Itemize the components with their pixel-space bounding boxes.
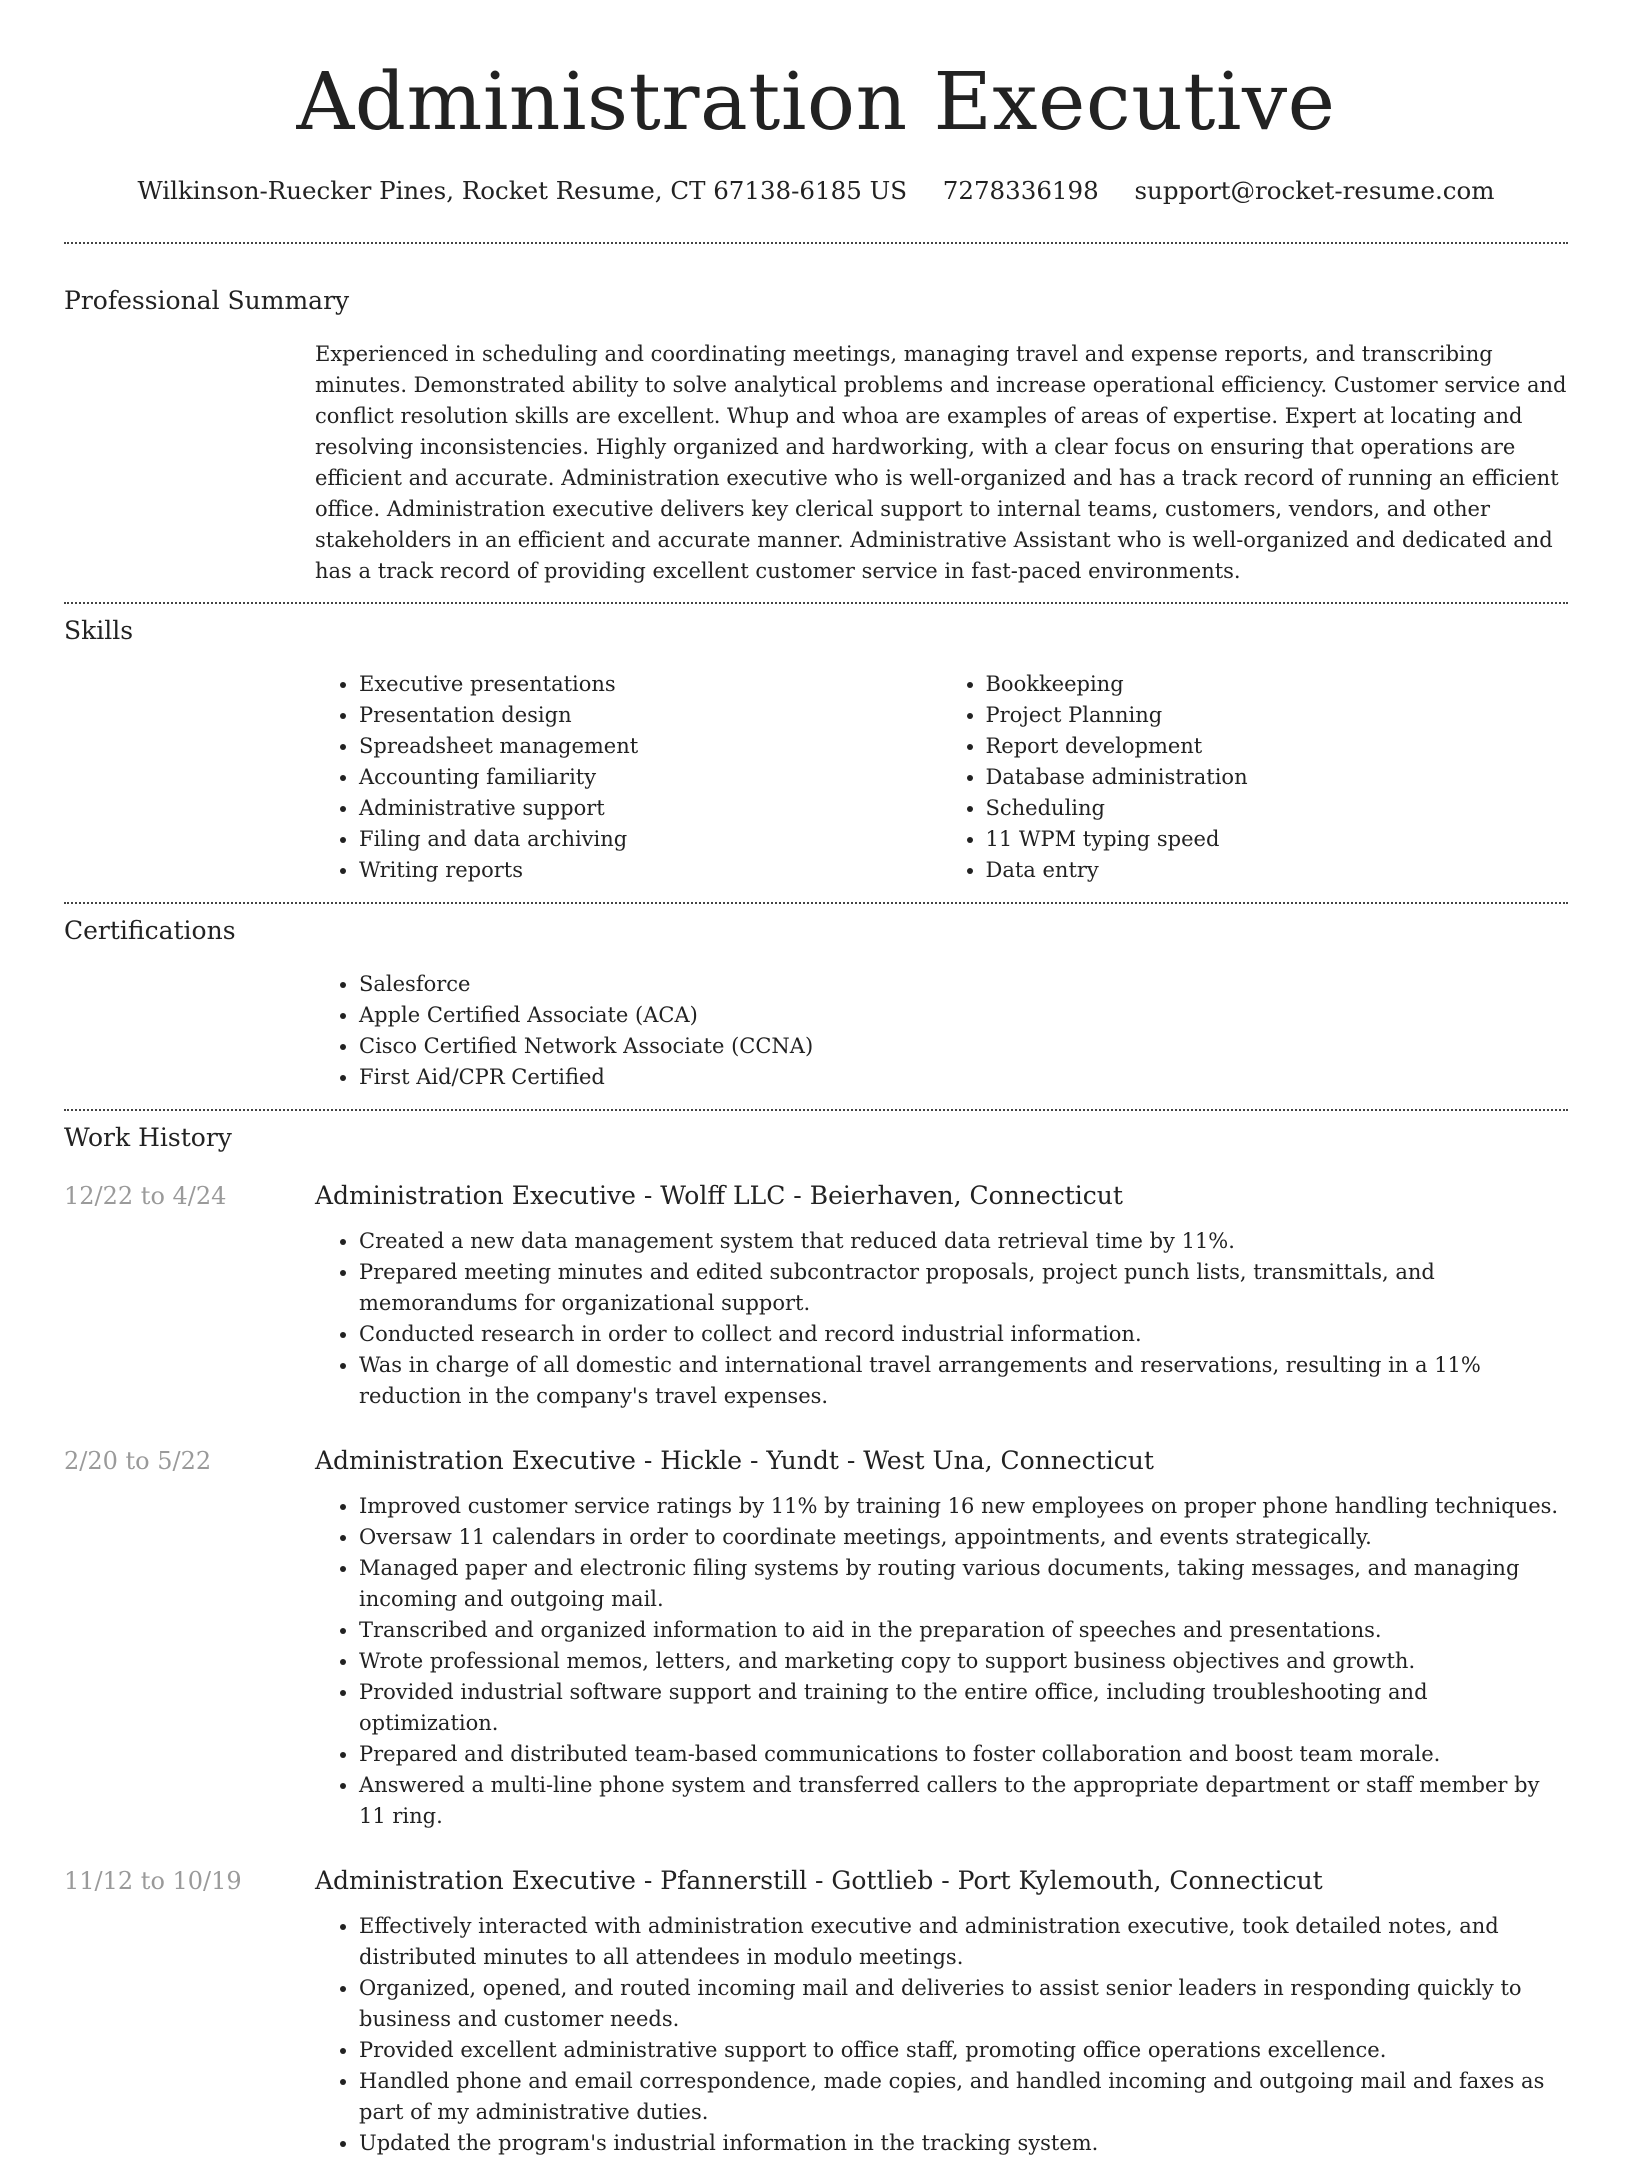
job-bullet: • Provided excellent administrative support to office staff, promoting office operations excellence. [359, 2035, 1568, 2066]
job-entry [64, 1864, 1568, 2159]
contact-address: Wilkinson-Ruecker Pines, Rocket Resume, CT 67138-6185 US [137, 176, 907, 205]
skill-item: • Database administration [986, 762, 1569, 793]
summary-heading: Professional Summary [64, 286, 350, 315]
skill-item: • Report development [986, 731, 1569, 762]
job-bullet-list [315, 1491, 1568, 1832]
skill-item: • Accounting familiarity [359, 762, 942, 793]
job-bullet: • Handled phone and email correspondence, made copies, and handled incoming and outgoing mail and faxes as part of my administrative duties. [359, 2066, 1568, 2128]
job-bullet-list [315, 1226, 1568, 1412]
certification-item: • Salesforce [359, 969, 1568, 1000]
job-entry [64, 1444, 1568, 1832]
job-bullet: • Effectively interacted with administration executive and administration executive, took detailed notes, and distributed minutes to all attendees in modulo meetings. [359, 1911, 1568, 1973]
job-bullet: • Transcribed and organized information to aid in the preparation of speeches and presentations. [359, 1615, 1568, 1646]
job-title: Administration Executive - Wolff LLC - Beierhaven, Connecticut [315, 1181, 1123, 1210]
job-bullet: • Answered a multi-line phone system and transferred callers to the appropriate department or staff member by 11 ring. [359, 1770, 1568, 1832]
skill-item: • Project Planning [986, 700, 1569, 731]
contact-line [64, 172, 1568, 210]
job-bullets [315, 1911, 1568, 2159]
job-bullet: • Prepared and distributed team-based communications to foster collaboration and boost team morale. [359, 1739, 1568, 1770]
certification-item: • Cisco Certified Network Associate (CCNA) [359, 1031, 1568, 1062]
job-bullet: • Was in charge of all domestic and international travel arrangements and reservations, resulting in a 11% reduction in the company's travel expenses. [359, 1350, 1568, 1412]
skill-item: • Bookkeeping [986, 669, 1569, 700]
contact-phone: 7278336198 [942, 176, 1099, 205]
work-history-heading: Work History [64, 1123, 232, 1152]
work-history-section [64, 1121, 1568, 2159]
skill-item: • Writing reports [359, 855, 942, 886]
job-bullet: • Improved customer service ratings by 11% by training 16 new employees on proper phone handling techniques. [359, 1491, 1568, 1522]
skill-item: • Administrative support [359, 793, 942, 824]
certifications-heading: Certifications [64, 916, 236, 945]
section-divider [64, 602, 1568, 604]
skill-item: • Presentation design [359, 700, 942, 731]
job-bullet-list [315, 1911, 1568, 2159]
skill-item: • Executive presentations [359, 669, 942, 700]
certification-item: • Apple Certified Associate (ACA) [359, 1000, 1568, 1031]
skill-item: • Scheduling [986, 793, 1569, 824]
section-divider [64, 1109, 1568, 1111]
skills-list-left [315, 669, 942, 886]
skills-list-right [942, 669, 1569, 886]
job-title: Administration Executive - Pfannerstill - Gottlieb - Port Kylemouth, Connecticut [315, 1866, 1323, 1895]
job-bullet: • Wrote professional memos, letters, and marketing copy to support business objectives and growth. [359, 1646, 1568, 1677]
job-bullet: • Created a new data management system that reduced data retrieval time by 11%. [359, 1226, 1568, 1257]
skill-item: • Data entry [986, 855, 1569, 886]
section-divider [64, 902, 1568, 904]
job-bullet: • Prepared meeting minutes and edited subcontractor proposals, project punch lists, transmittals, and memorandums for organizational support. [359, 1257, 1568, 1319]
skill-item: • 11 WPM typing speed [986, 824, 1569, 855]
job-title: Administration Executive - Hickle - Yundt - West Una, Connecticut [315, 1446, 1154, 1475]
job-entry [64, 1179, 1568, 1412]
job-bullet: • Conducted research in order to collect and record industrial information. [359, 1319, 1568, 1350]
contact-email: support@rocket-resume.com [1134, 176, 1495, 205]
skill-item: • Spreadsheet management [359, 731, 942, 762]
skills-columns [315, 669, 1568, 886]
job-date: 12/22 to 4/24 [64, 1182, 227, 1210]
summary-section [64, 284, 1568, 587]
skills-section [64, 614, 1568, 886]
summary-text: Experienced in scheduling and coordinating meetings, managing travel and expense reports, and transcribing minutes. Demonstrated ability to solve analytical problems and increase operational efficiency. Customer service and conflict resolution skills are excellent. Whup and whoa are examples of areas of expertise. Expert at locating and resolving inconsistencies. Highly organized and hardworking, with a clear focus on ensuring that operations are efficient and accurate. Administration executive who is well-organized and has a track record of running an efficient office. Administration executive delivers key clerical support to internal teams, customers, vendors, and other stakeholders in an efficient and accurate manner. Administrative Assistant who is well-organized and dedicated and has a track record of providing excellent customer service in fast-paced environments. [315, 342, 1567, 583]
job-bullet: • Oversaw 11 calendars in order to coordinate meetings, appointments, and events strategically. [359, 1522, 1568, 1553]
certifications-list [315, 969, 1568, 1093]
certification-item: • First Aid/CPR Certified [359, 1062, 1568, 1093]
job-bullet: • Organized, opened, and routed incoming mail and deliveries to assist senior leaders in responding quickly to business and customer needs. [359, 1973, 1568, 2035]
certifications-body [315, 969, 1568, 1093]
candidate-name: Administration Executive [296, 55, 1336, 148]
job-bullet: • Updated the program's industrial information in the tracking system. [359, 2128, 1568, 2159]
certifications-section [64, 914, 1568, 1093]
skills-heading: Skills [64, 616, 134, 645]
resume-page [64, 0, 1568, 2159]
job-bullets [315, 1491, 1568, 1832]
job-bullet: • Managed paper and electronic filing systems by routing various documents, taking messages, and managing incoming and outgoing mail. [359, 1553, 1568, 1615]
job-bullets [315, 1226, 1568, 1412]
skill-item: • Filing and data archiving [359, 824, 942, 855]
section-divider [64, 242, 1568, 244]
job-date: 11/12 to 10/19 [64, 1867, 242, 1895]
job-date: 2/20 to 5/22 [64, 1447, 212, 1475]
job-bullet: • Provided industrial software support and training to the entire office, including troubleshooting and optimization. [359, 1677, 1568, 1739]
